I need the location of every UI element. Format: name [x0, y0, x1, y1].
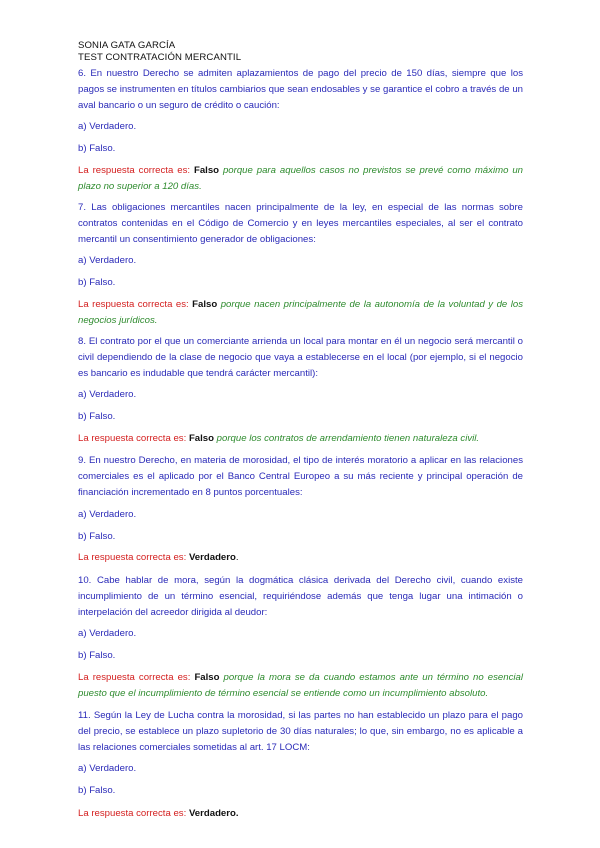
answer-label: La respuesta correcta es:	[78, 672, 191, 683]
answer-explanation: porque nacen principalmente de la autonomía de la voluntad y de los negocios jurídicos.	[78, 299, 523, 326]
answer-line	[78, 806, 523, 822]
answer-explanation: .	[235, 552, 239, 563]
answer-label: La respuesta correcta es:	[78, 433, 187, 444]
answer-explanation: porque los contratos de arrendamiento tienen naturaleza civil.	[216, 433, 480, 444]
answer-line	[78, 297, 523, 329]
answer-value: Verdadero	[188, 552, 236, 563]
question-block-11	[78, 708, 523, 756]
answer-line	[78, 163, 523, 195]
option-b: b) Falso.	[78, 785, 116, 796]
answer-explanation: porque la mora se da cuando estamos ante un término no esencial puesto que el incumplimiento de término esencial se entiende como un incumplimiento absoluto.	[78, 672, 523, 699]
question-text: 10. Cabe hablar de mora, según la dogmática clásica derivada del Derecho civil, cuando existe incumplimiento de un término esencial, requiriéndose además que tenga lugar una intimación o interpelación del acreedor dirigida al deudor:	[78, 575, 523, 618]
question-block-6	[78, 66, 523, 114]
answer-explanation: porque para aquellos casos no previstos se prevé como máximo un plazo no superior a 120 días.	[78, 165, 523, 192]
question-text: 9. En nuestro Derecho, en materia de morosidad, el tipo de interés moratorio a aplicar en las relaciones comerciales es el aplicado por el Banco Central Europeo a su más reciente y principal operación de financiación incrementado en 8 puntos porcentuales:	[78, 455, 523, 498]
author-name: SONIA GATA GARCÍA	[78, 40, 176, 51]
answer-line	[78, 431, 523, 447]
document-page	[78, 40, 523, 64]
document-title: TEST CONTRATACIÓN MERCANTIL	[78, 52, 242, 63]
option-b: b) Falso.	[78, 411, 116, 422]
option-b: b) Falso.	[78, 143, 116, 154]
option-b: b) Falso.	[78, 531, 116, 542]
option-a: a) Verdadero.	[78, 389, 137, 400]
option-a: a) Verdadero.	[78, 628, 137, 639]
answer-value: Falso	[194, 672, 220, 683]
option-b: b) Falso.	[78, 650, 116, 661]
question-text: 7. Las obligaciones mercantiles nacen principalmente de la ley, en especial de las normas sobre contratos contenidas en el Código de Comercio y en leyes mercantiles especiales, al ser el contrato mercantil un consentimiento generador de obligaciones:	[78, 202, 523, 245]
question-block-7	[78, 200, 523, 248]
answer-line	[78, 670, 523, 702]
answer-label: La respuesta correcta es:	[78, 299, 189, 310]
option-a: a) Verdadero.	[78, 509, 137, 520]
option-a: a) Verdadero.	[78, 763, 137, 774]
option-b: b) Falso.	[78, 277, 116, 288]
answer-value: Falso	[193, 165, 220, 176]
answer-value: Verdadero.	[188, 808, 239, 819]
answer-value: Falso	[188, 433, 214, 444]
question-text: 6. En nuestro Derecho se admiten aplazamientos de pago del precio de 150 días, siempre que los pagos se instrumenten en títulos cambiarios que sean endosables y se garantice el cobro a través de un aval bancario o un seguro de crédito o caución:	[78, 68, 523, 111]
option-a: a) Verdadero.	[78, 255, 137, 266]
answer-label: La respuesta correcta es:	[78, 165, 191, 176]
question-block-10	[78, 573, 523, 621]
answer-value: Falso	[192, 299, 218, 310]
question-text: 11. Según la Ley de Lucha contra la morosidad, si las partes no han establecido un plazo para el pago del precio, se establece un plazo supletorio de 30 días naturales; lo que, sin embargo, no es aplicable a las relaciones comerciales sometidas al art. 17 LOCM:	[78, 710, 523, 753]
answer-line	[78, 550, 523, 566]
option-a: a) Verdadero.	[78, 121, 137, 132]
answer-label: La respuesta correcta es:	[78, 808, 187, 819]
question-text: 8. El contrato por el que un comerciante arrienda un local para montar en él un negocio será mercantil o civil dependiendo de la clase de negocio que vaya a establecerse en el local (por ejemplo, si el negocio es bancario es indudable que tendrá carácter mercantil):	[78, 336, 523, 379]
question-block-8	[78, 334, 523, 382]
answer-label: La respuesta correcta es:	[78, 552, 187, 563]
question-block-9	[78, 453, 523, 501]
